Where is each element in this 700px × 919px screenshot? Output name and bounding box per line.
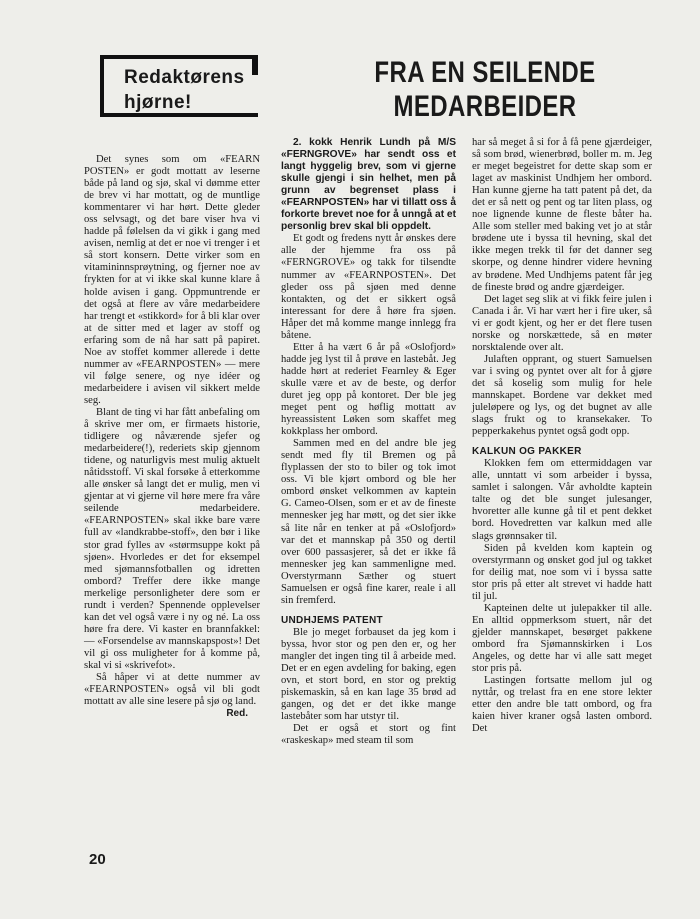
article-paragraph: Etter å ha vært 6 år på «Oslofjord» hadde jeg lyst til å prøve en lastebåt. Jeg hadde hørt at rederiet Fearnley & Eger skulle være et av de beste, og derfor duret jeg opp på kontoret. Der ble jeg meget pent og høflig mottatt av hyreassistent Løken som skaffet meg kokkplass her ombord. xyxy=(281,341,456,438)
article-paragraph: Sammen med en del andre ble jeg sendt med fly til Bremen og på flyplassen der sto to biler og tok imot oss. Vi ble kjørt ombord og ble her ombord ønsket velkommen av kaptein G. Cameo-Olsen, som er et av de fineste mennesker jeg har møtt, og det sier ikke så lite når en tenker at på «Oslofjord» var det et mannskap på 350 og dertil over 600 passasjerer, så det er ikke få mennesker jeg kan sammenligne med. Overstyrmann Sæther og stuert Samuelsen er også fine karer, reale i all sin fremferd. xyxy=(281,438,456,606)
article-paragraph: har så meget å si for å få pene gjærdeiger, så som brød, wienerbrød, boller m. m. Jeg er meget begeistret for dette skap som er laget av maskinist Undhjem her ombord. Han kunne gjerne ha tatt patent på det, da det er så nett og pent og tar liten plass, og noe lignende kunne de fleste båter ha. Alle som steller med baking vet jo at står brødene ute i byssa til hevning, skal det ikke megen trekk til før det danner seg skorpe, og denne hindrer videre hevning av brødene. Med Undhjems patent får jeg de fineste brød og andre gjærdeiger. xyxy=(472,137,652,293)
subheading-undhjems-patent: UNDHJEMS PATENT xyxy=(281,614,383,626)
article-paragraph: Kapteinen delte ut julepakker til alle. En alltid oppmerksom stuert, når det gjelder mannskapet, besørget pakkene ombord fra Sjømannskirken i Los Angeles, og dette har vi alle satt meget stor pris på. xyxy=(472,602,652,675)
article-lead: 2. kokk Henrik Lundh på M/S «FERNGROVE» har sendt oss et langt hyggelig brev, som vi gjerne skulle gjengi i sin helhet, men på grunn av begrenset plass i «FEARNPOSTEN» har vi tillatt oss å forkorte brevet noe for å unngå at et personlig brev skal bli oppdelt. xyxy=(281,137,456,233)
headline-line2: MEDARBEIDER xyxy=(393,90,577,123)
article-paragraph: Julaften opprant, og stuert Samuelsen var i sving og pyntet over alt for å gjøre det så koselig som mulig for hele mannskapet. Bordene var dekket med juleløpere og lys, og det bugnet av alle slags frukt og to kransekaker. To pepperkakehus pyntet også godt opp. xyxy=(472,353,652,438)
editor-paragraph: Så håper vi at dette nummer av «FEARNPOSTEN» også vil bli godt mottatt av alle sine lesere på sjø og land. xyxy=(84,672,260,708)
editor-column xyxy=(84,154,260,720)
headline-line1: FRA EN SEILENDE xyxy=(374,56,596,89)
editor-corner-title-line2: hjørne! xyxy=(124,92,192,113)
article-paragraph: Et godt og fredens nytt år ønskes dere alle der hjemme fra oss på «FERNGROVE» og takk for tilsendte nummer av «FEARNPOSTEN». Det gleder oss på sjøen med denne kontakten, og det er sikkert også interessant for dere å høre fra sjøen. Håper det må komme mange innlegg fra båtene. xyxy=(281,233,456,341)
editor-paragraph: Blant de ting vi har fått anbefaling om å skrive mer om, er firmaets historie, tidligere og nåværende sjefer og medarbeidere(!), rederiets skip gjennom tidene, og naturligvis mest mulig aktuelt nåtidsstoff. Vi skal forsøke å etterkomme alle ønsker så langt det er mulig, men vi gjentar at vi gjerne vil høre mere fra våre seilende medarbeidere. «FEARNPOSTEN» skal ikke bare være full av «landkrabbe-stoff», den bør i like stor grad fylles av «størmsuppe kokt på sjøen». Hvorledes er det for eksempel med sjømannsfotballen og idretten ombord? Treffer dere ikke mange merkelige personligheter dere som er rundt i verden? Spennende opplevelser kan det vel også være i ny og né. La oss høre fra dere. Vi kaster en brannfakkel: — «Forsendelse av mannskapspost»! Det vil gi oss muligheter for å komme på, skal vi si «skrivefot». xyxy=(84,406,260,671)
article-headline xyxy=(345,56,625,124)
article-paragraph: Siden på kvelden kom kaptein og overstyrmann og ønsket god jul og takket for deilig mat, noe som vi i byssa satte stor pris på etter alt strevet vi hadde hatt til jul. xyxy=(472,542,652,602)
article-column-2 xyxy=(281,137,456,747)
article-paragraph: Lastingen fortsatte mellom jul og nyttår, og trelast fra en ene store lekter etter den andre ble tatt ombord, og fra kaien hiver kraner også lasten ombord. Det xyxy=(472,675,652,735)
subheading-kalkun-og-pakker: KALKUN OG PAKKER xyxy=(472,446,582,458)
article-column-3 xyxy=(472,137,652,735)
editor-corner-title-line1: Redaktørens xyxy=(124,67,245,88)
article-paragraph: Det laget seg slik at vi fikk feire julen i Canada i år. Vi har vært her i fire uker, så vi er godt kjent, og her er det flere tusen norske og norskættede, så en møter norsktalende over alt. xyxy=(472,293,652,353)
editor-corner-title xyxy=(124,65,264,115)
page-number: 20 xyxy=(89,851,106,868)
editor-corner-box xyxy=(100,55,258,117)
article-paragraph: Det er også et stort og fint «raskeskap» med steam til som xyxy=(281,723,456,747)
article-paragraph: Klokken fem om ettermiddagen var alle, unntatt vi som arbeider i byssa, samlet i salongen. Vår avholdte kaptein talte og det ble sunget julesanger, hvoretter alle kunne gå til et pent dekket bord. Hovedretten var kalkun med alle slags grønnsaker til. xyxy=(472,458,652,542)
editor-signature: Red. xyxy=(226,708,248,720)
article-paragraph: Ble jo meget forbauset da jeg kom i byssa, hvor stor og pen den er, og her mangler det ingen ting til å arbeide med. Det er en egen avdeling for baking, egen ovn, et stort bord, en stor og prektig piskemaskin, så en kan lage 35 brød ad gangen, og det er det ikke mange lastebåter som har utstyr til. xyxy=(281,626,456,723)
editor-paragraph: Det synes som om «FEARN POSTEN» er godt mottatt av leserne både på land og sjø, skal vi dømme etter de brev vi har mottatt, og de muntlige kommentarer vi har hørt. Dette gleder oss selvsagt, og det bare viser hva vi hadde på følelsen da vi gikk i gang med avisen, nemlig at det er noe vi trenger i et så stort konsern. Dette virker som en vitamininnsprøytning, og fjerner noe av frykten for at vi ikke skal kunne klare å holde avisen i gang. Oppmuntrende er det også at flere av våre medarbeidere har trengt et «stikkord» for å bli klar over at de sitter med et lager av stoff og erfaring som de nå har satt på papiret. Noe av stoffet kommer allerede i dette nummer av «FEARNPOSTEN» — mere vil følge senere, og nye idéer og medarbeidere i avisen vil sikkert melde seg. xyxy=(84,154,260,406)
